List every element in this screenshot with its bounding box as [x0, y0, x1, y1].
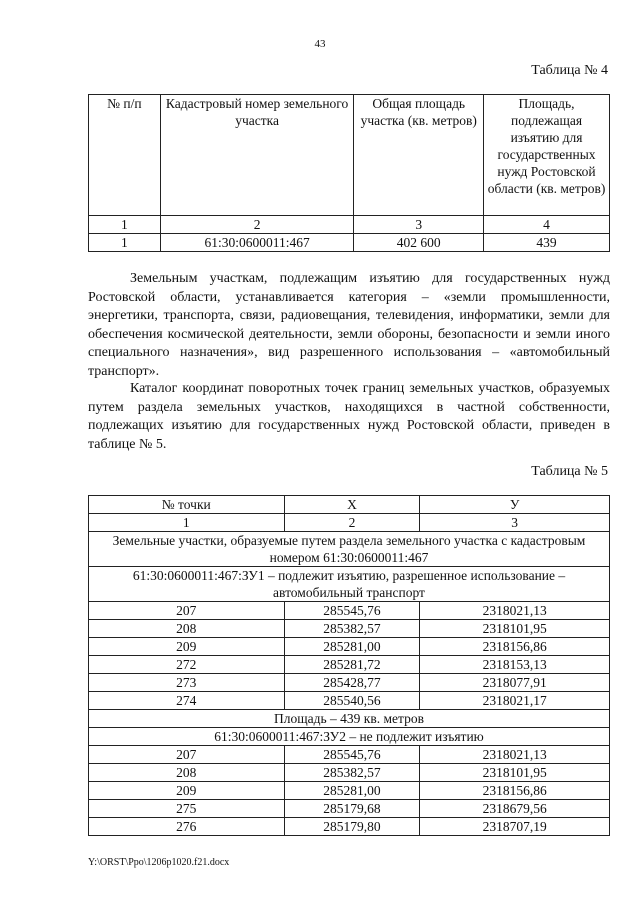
table5-cell: 274 — [89, 692, 285, 710]
table5-cell: 2318021,13 — [420, 602, 610, 620]
table5-cell: 3 — [420, 514, 610, 532]
table-5 — [88, 495, 610, 836]
table5-cell: 2318021,17 — [420, 692, 610, 710]
table5-cell: 2318021,13 — [420, 746, 610, 764]
table5-cell: 285428,77 — [284, 674, 420, 692]
table5-cell: 285179,68 — [284, 800, 420, 818]
table4-cell: 1 — [89, 234, 161, 252]
paragraph-text: Каталог координат поворотных точек границ земельных участков, образуемых путем раздела земельных участков, находящихся в частной собственности, подлежащих изъятию для государственных нужд Ростовской области, приведен в таблице № 5. — [88, 381, 610, 452]
paragraph-catalog — [88, 380, 610, 454]
table-row — [89, 620, 610, 638]
table4-header-cell: Кадастровый номер земельного участка — [160, 95, 354, 216]
table-row — [89, 800, 610, 818]
table-row — [89, 746, 610, 764]
table5-cell: 208 — [89, 764, 285, 782]
table5-cell: 285281,00 — [284, 782, 420, 800]
paragraph-category — [88, 270, 610, 381]
table5-zu1-row — [89, 567, 610, 602]
table5-cell: 285382,57 — [284, 620, 420, 638]
table4-cell: 2 — [160, 216, 354, 234]
table5-cell: 2318101,95 — [420, 764, 610, 782]
table4-header-cell: Общая площадь участка (кв. метров) — [354, 95, 484, 216]
table5-header-row — [89, 496, 610, 514]
table5-cell: 2318077,91 — [420, 674, 610, 692]
table5-cell: 1 — [89, 514, 285, 532]
table5-cell: 2318153,13 — [420, 656, 610, 674]
table5-cell: 285382,57 — [284, 764, 420, 782]
table5-cell: 2 — [284, 514, 420, 532]
table-row — [89, 234, 610, 252]
table-row — [89, 692, 610, 710]
table5-area-row — [89, 710, 610, 728]
table5-cell: 2318156,86 — [420, 782, 610, 800]
table4-cell: 3 — [354, 216, 484, 234]
paragraph-text: Земельным участкам, подлежащим изъятию для государственных нужд Ростовской области, устанавливается категория – «земли промышленности, энергетики, транспорта, связи, радиовещания, телевидения, информатики, земли для обеспечения космической деятельности, земли обороны, безопасности и земли иного специального назначения», вид разрешенного использования – «автомобильный транспорт». — [88, 271, 610, 379]
table-row — [89, 674, 610, 692]
page-number: 43 — [314, 38, 326, 50]
table5-cell: 209 — [89, 638, 285, 656]
table-4 — [88, 94, 610, 252]
table5-cell: 207 — [89, 602, 285, 620]
table5-zu2-row — [89, 728, 610, 746]
table-row — [89, 764, 610, 782]
table4-header-cell: Площадь, подлежащая изъятию для государственных нужд Ростовской области (кв. метров) — [484, 95, 610, 216]
table4-cell: 402 600 — [354, 234, 484, 252]
table5-cell: 2318707,19 — [420, 818, 610, 836]
table-row — [89, 656, 610, 674]
table5-zu1-title: 61:30:0600011:467:ЗУ1 – подлежит изъятию, разрешенное использование – автомобильный транспорт — [89, 567, 610, 602]
table5-cell: 209 — [89, 782, 285, 800]
table-row — [89, 602, 610, 620]
table5-cell: 285545,76 — [284, 746, 420, 764]
table5-cell: 207 — [89, 746, 285, 764]
table-row — [89, 638, 610, 656]
table5-cell: 2318101,95 — [420, 620, 610, 638]
table5-cell: 2318679,56 — [420, 800, 610, 818]
table5-cell: 273 — [89, 674, 285, 692]
footer-file-path: Y:\ORST\Ppo\1206p1020.f21.docx — [88, 857, 230, 868]
table5-caption: Таблица № 5 — [531, 464, 608, 479]
table4-cell: 4 — [484, 216, 610, 234]
table5-header-cell: У — [420, 496, 610, 514]
table-row — [89, 782, 610, 800]
table-row — [89, 818, 610, 836]
table5-numbering-row — [89, 514, 610, 532]
table4-caption: Таблица № 4 — [531, 63, 608, 78]
table5-cell: 285281,00 — [284, 638, 420, 656]
table4-cell: 61:30:0600011:467 — [160, 234, 354, 252]
table4-numbering-row — [89, 216, 610, 234]
table5-zu2-title: 61:30:0600011:467:ЗУ2 – не подлежит изъятию — [89, 728, 610, 746]
table5-cell: 208 — [89, 620, 285, 638]
table5-cell: 2318156,86 — [420, 638, 610, 656]
table5-section-row — [89, 532, 610, 567]
table5-header-cell: № точки — [89, 496, 285, 514]
table5-header-cell: X — [284, 496, 420, 514]
table5-section-title: Земельные участки, образуемые путем раздела земельного участка с кадастровым номером 61:30:0600011:467 — [89, 532, 610, 567]
table4-header-cell: № п/п — [89, 95, 161, 216]
table5-cell: 285540,56 — [284, 692, 420, 710]
table5-cell: 285179,80 — [284, 818, 420, 836]
table4-header-row — [89, 95, 610, 216]
table5-cell: 285545,76 — [284, 602, 420, 620]
table5-cell: 275 — [89, 800, 285, 818]
table5-zu1-area: Площадь – 439 кв. метров — [89, 710, 610, 728]
table4-cell: 439 — [484, 234, 610, 252]
table4-cell: 1 — [89, 216, 161, 234]
table5-cell: 276 — [89, 818, 285, 836]
table5-cell: 272 — [89, 656, 285, 674]
table5-cell: 285281,72 — [284, 656, 420, 674]
